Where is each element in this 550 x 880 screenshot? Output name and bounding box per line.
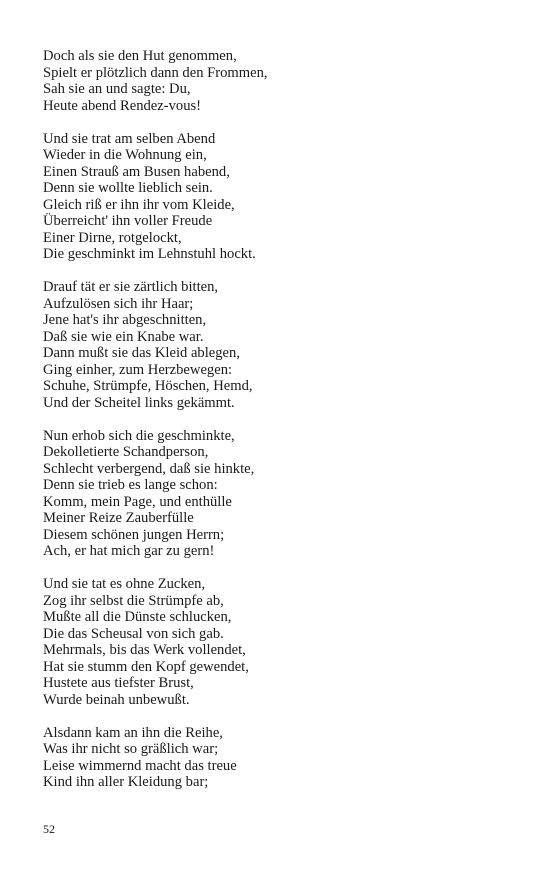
poem-line: Mehrmals, bis das Werk vollendet, — [43, 642, 246, 658]
poem-line: Und der Scheitel links gekämmt. — [43, 394, 235, 411]
page-number: 52 — [43, 822, 55, 836]
stanza — [43, 131, 523, 263]
poem-line: Diesem schönen jungen Herrn; — [43, 526, 225, 543]
stanza — [43, 279, 523, 411]
poem-line: Überreicht' ihn voller Freude — [43, 213, 213, 229]
poem-line: Und sie trat am selben Abend — [43, 130, 216, 147]
stanza — [43, 725, 523, 791]
poem-line: Gleich riß er ihn ihr vom Kleide, — [43, 196, 235, 213]
poem-line: Zog ihr selbst die Strümpfe ab, — [43, 592, 224, 609]
poem-line: Kind ihn aller Kleidung bar; — [43, 774, 209, 790]
poem-line: Denn sie trieb es lange schon: — [43, 477, 218, 493]
poem-line: Was ihr nicht so gräßlich war; — [43, 741, 219, 757]
poem-line: Wieder in die Wohnung ein, — [43, 147, 207, 163]
poem-line: Nun erhob sich die geschminkte, — [43, 427, 235, 444]
poem-line: Hat sie stumm den Kopf gewendet, — [43, 658, 249, 675]
poem-line: Komm, mein Page, und enthülle — [43, 493, 232, 510]
poem-line: Einen Strauß am Busen habend, — [43, 163, 230, 180]
poem-line: Einer Dirne, rotgelockt, — [43, 229, 182, 246]
stanza — [43, 48, 523, 114]
poem-line: Ach, er hat mich gar zu gern! — [43, 543, 215, 559]
poem-line: Drauf tät er sie zärtlich bitten, — [43, 279, 219, 295]
poem-line: Daß sie wie ein Knabe war. — [43, 328, 204, 345]
poem-line: Schuhe, Strümpfe, Höschen, Hemd, — [43, 378, 253, 394]
poem-line: Dekolletierte Schandperson, — [43, 444, 209, 460]
stanza — [43, 576, 523, 708]
poem-line: Dann mußt sie das Kleid ablegen, — [43, 345, 240, 361]
poem-line: Mußte all die Dünste schlucken, — [43, 609, 232, 625]
poem-line: Hustete aus tiefster Brust, — [43, 675, 194, 691]
poem-line: Spielt er plötzlich dann den Frommen, — [43, 64, 268, 81]
poem-line: Jene hat's ihr abgeschnitten, — [43, 312, 207, 328]
poem-line: Leise wimmernd macht das treue — [43, 757, 237, 774]
poem-line: Doch als sie den Hut genommen, — [43, 48, 237, 64]
poem-line: Wurde beinah unbewußt. — [43, 691, 190, 708]
poem-line: Sah sie an und sagte: Du, — [43, 81, 191, 97]
poem-line: Meiner Reize Zauberfülle — [43, 510, 194, 526]
stanza — [43, 428, 523, 560]
poem-line: Heute abend Rendez-vous! — [43, 97, 202, 114]
poem-line: Aufzulösen sich ihr Haar; — [43, 295, 194, 312]
poem-line: Die geschminkt im Lehnstuhl hockt. — [43, 246, 256, 262]
poem-line: Alsdann kam an ihn die Reihe, — [43, 724, 223, 741]
poem-line: Denn sie wollte lieblich sein. — [43, 180, 213, 196]
poem-line: Die das Scheusal von sich gab. — [43, 625, 224, 642]
poem-text — [43, 48, 523, 807]
poem-line: Schlecht verbergend, daß sie hinkte, — [43, 460, 255, 477]
poem-line: Und sie tat es ohne Zucken, — [43, 576, 206, 592]
poem-line: Ging einher, zum Herzbewegen: — [43, 361, 233, 378]
